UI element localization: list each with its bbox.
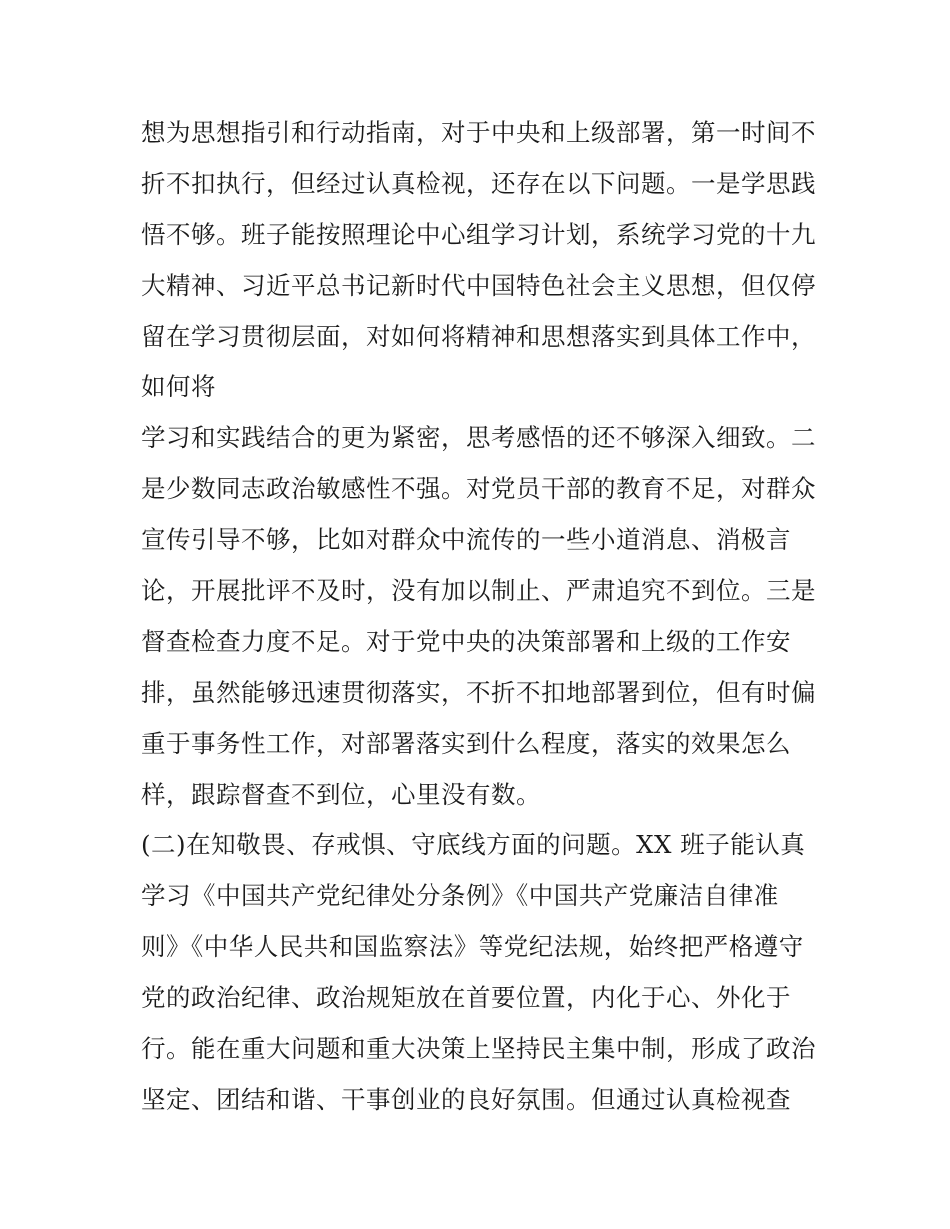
text-line: 样，跟踪督查不到位，心里没有数。 <box>141 779 541 809</box>
text-line: 大精神、习近平总书记新时代中国特色社会主义思想，但仅停 <box>141 270 816 300</box>
text-line: 是少数同志政治敏感性不强。对党员干部的教育不足，对群众 <box>141 474 816 504</box>
text-line: 如何将 <box>141 372 216 402</box>
text-line: 排，虽然能够迅速贯彻落实，不折不扣地部署到位，但有时偏 <box>141 677 816 707</box>
text-line: 折不扣执行，但经过认真检视，还存在以下问题。一是学思践 <box>141 168 816 198</box>
section-heading-line: (二)在知敬畏、存戒惧、守底线方面的问题。XX 班子能认真 <box>141 830 806 860</box>
text-line: 督查检查力度不足。对于党中央的决策部署和上级的工作安 <box>141 626 791 656</box>
text-line: 想为思想指引和行动指南，对于中央和上级部署，第一时间不 <box>141 118 816 147</box>
text-line: 重于事务性工作，对部署落实到什么程度，落实的效果怎么 <box>141 728 791 758</box>
text-line: 留在学习贯彻层面，对如何将精神和思想落实到具体工作中， <box>141 321 816 351</box>
text-line: 坚定、团结和谐、干事创业的良好氛围。但通过认真检视查 <box>141 1084 791 1114</box>
text-line: 宣传引导不够，比如对群众中流传的一些小道消息、消极言 <box>141 525 791 555</box>
body-text <box>141 108 831 1126</box>
text-line: 党的政治纪律、政治规矩放在首要位置，内化于心、外化于 <box>141 983 791 1013</box>
text-line: 悟不够。班子能按照理论中心组学习计划，系统学习党的十九 <box>141 219 816 249</box>
text-line: 论，开展批评不及时，没有加以制止、严肃追究不到位。三是 <box>141 576 816 606</box>
text-line: 学习和实践结合的更为紧密，思考感悟的还不够深入细致。二 <box>141 423 816 453</box>
text-line: 学习《中国共产党纪律处分条例》《中国共产党廉洁自律准 <box>141 881 779 911</box>
text-line: 行。能在重大问题和重大决策上坚持民主集中制，形成了政治 <box>141 1034 816 1064</box>
text-line: 则》《中华人民共和国监察法》等党纪法规，始终把严格遵守 <box>141 932 804 962</box>
